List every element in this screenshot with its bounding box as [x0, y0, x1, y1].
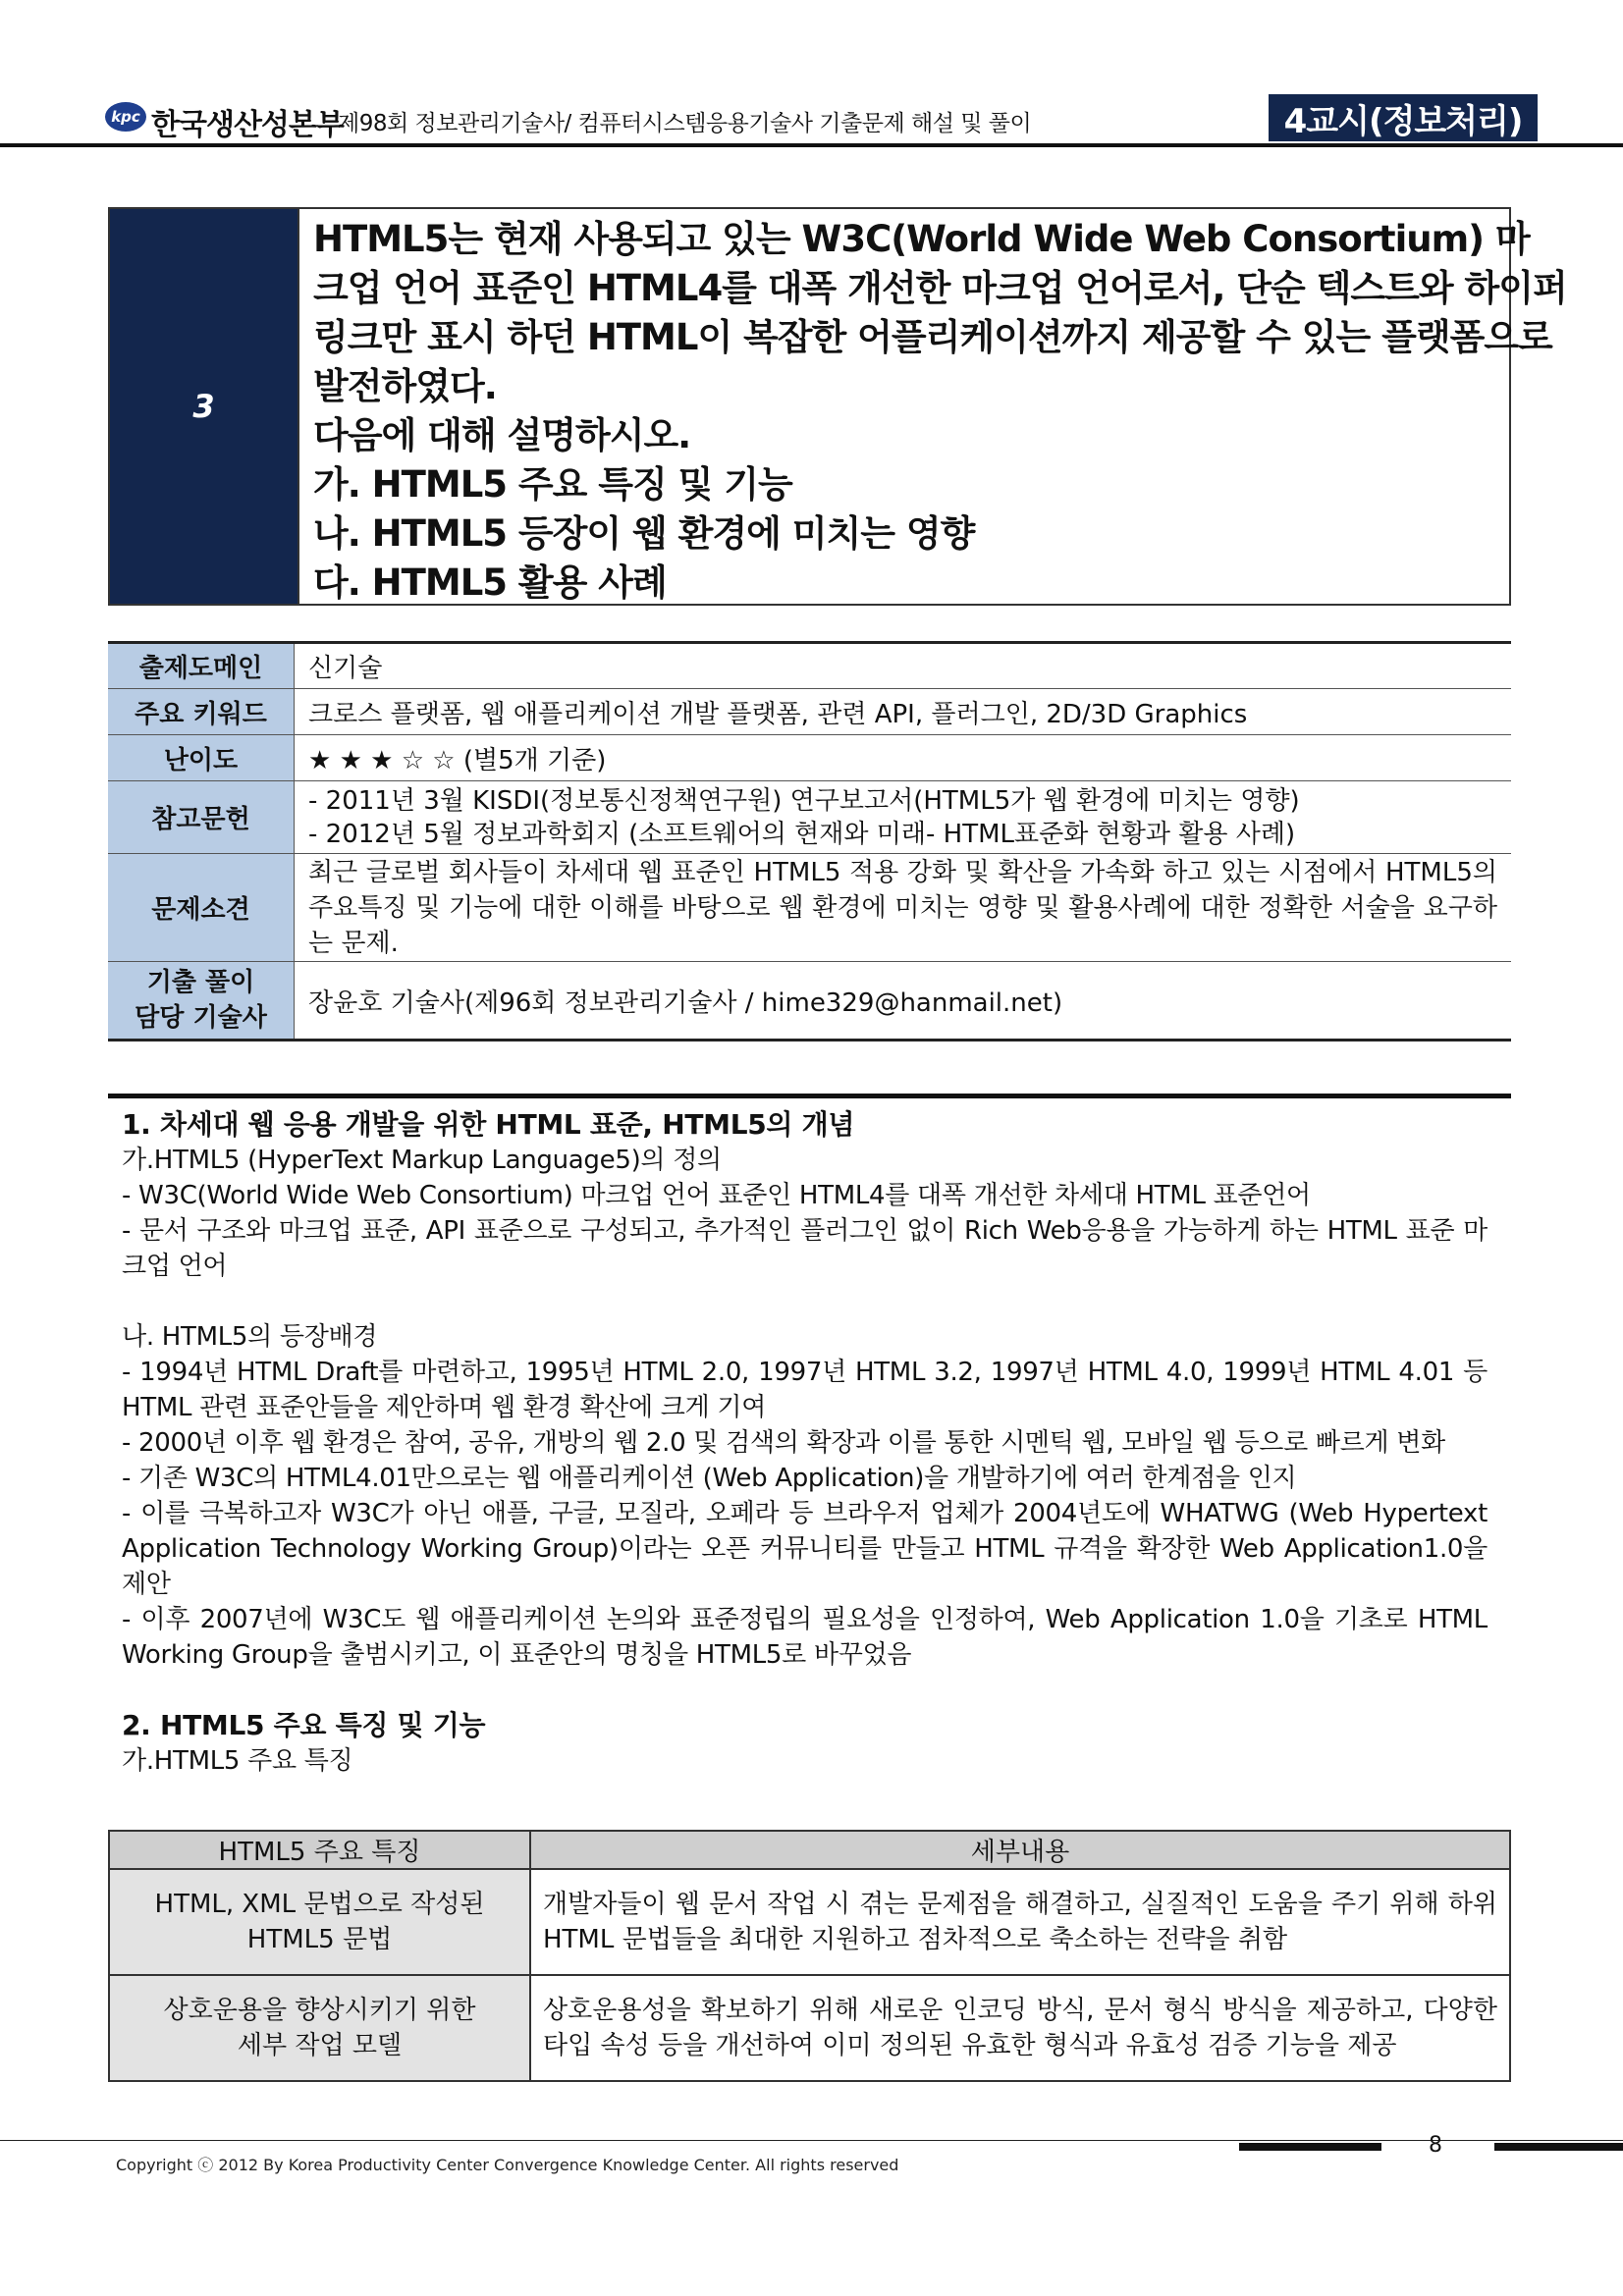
table-row [109, 1975, 1510, 2081]
opinion-label: 문제소견 [108, 854, 295, 962]
page-number: 8 [1429, 2133, 1442, 2158]
bullet-item: - 문서 구조와 마크업 표준, API 표준으로 구성되고, 추가적인 플러그인 없이 Rich Web응용을 가능하게 하는 HTML 표준 마크업 언어 [122, 1216, 1488, 1281]
author-label-line: 담당 기술사 [135, 1003, 267, 1033]
column-header-feature: HTML5 주요 특징 [109, 1831, 530, 1869]
section-1-title: 1. 차세대 웹 응용 개발을 위한 HTML 표준, HTML5의 개념 [122, 1108, 855, 1141]
answer-body [122, 1107, 1488, 1779]
footer-divider [0, 2140, 1623, 2141]
keywords-value: 크로스 플랫폼, 웹 애플리케이션 개발 플랫폼, 관련 API, 플러그인, 2D/3D Graphics [295, 689, 1512, 735]
author-value: 장윤호 기술사(제96회 정보관리기술사 / hime329@hanmail.net) [295, 962, 1512, 1041]
info-row-opinion [108, 854, 1511, 962]
question-line: 다. HTML5 활용 사례 [313, 561, 667, 604]
references-label: 참고문헌 [108, 781, 295, 854]
question-line: 나. HTML5 등장이 웹 환경에 미치는 영향 [313, 512, 975, 555]
footer-bar [1494, 2143, 1623, 2151]
section-2-title: 2. HTML5 주요 특징 및 기능 [122, 1709, 486, 1741]
feature-name-line: HTML5 문법 [246, 1925, 393, 1954]
reference-item: - 2011년 3월 KISDI(정보통신정책연구원) 연구보고서(HTML5가 웹 환경에 미치는 영향) [308, 785, 1300, 816]
difficulty-rating: ★ ★ ★ ☆ ☆ (별5개 기준) [295, 735, 1512, 781]
subsection-title: 가.HTML5 주요 특징 [122, 1746, 353, 1776]
keywords-label: 주요 키워드 [108, 689, 295, 735]
feature-name [109, 1869, 530, 1975]
session-badge: 4교시(정보처리) [1269, 94, 1538, 141]
column-header-detail: 세부내용 [530, 1831, 1510, 1869]
spacer [122, 1284, 1488, 1319]
table-header-row [109, 1831, 1510, 1869]
feature-description: 개발자들이 웹 문서 작업 시 겪는 문제점을 해결하고, 실질적인 도움을 주기 위해 하위 HTML 문법들을 최대한 지원하고 점차적으로 축소하는 전략을 취함 [530, 1869, 1510, 1975]
feature-name-line: 상호운용을 향상시키기 위한 [163, 1996, 476, 2025]
info-row-author [108, 962, 1511, 1041]
question-text [298, 209, 1581, 604]
question-number: 3 [110, 209, 298, 604]
html5-features-table [108, 1830, 1511, 2082]
domain-value: 신기술 [295, 643, 1512, 689]
references-value [295, 781, 1512, 854]
bullet-item: - 이후 2007년에 W3C도 웹 애플리케이션 논의와 표준정립의 필요성을 인정하여, Web Application 1.0을 기초로 HTML Working Group을 출범시키고, 이 표준안의 명칭을 HTML5로 바꾸었음 [122, 1605, 1488, 1670]
header-divider [0, 143, 1623, 147]
info-row-keywords [108, 689, 1511, 735]
section-divider [108, 1094, 1511, 1098]
question-line: HTML5는 현재 사용되고 있는 W3C(World Wide Web Consortium) 마 [313, 218, 1530, 260]
bullet-item: - 1994년 HTML Draft를 마련하고, 1995년 HTML 2.0, 1997년 HTML 3.2, 1997년 HTML 4.0, 1999년 HTML 4.01 등 HTML 관련 표준안들을 제안하며 웹 환경 확산에 크게 기여 [122, 1358, 1488, 1422]
logo-text: kpc [111, 108, 140, 126]
info-row-domain [108, 643, 1511, 689]
difficulty-label: 난이도 [108, 735, 295, 781]
bullet-item: - 기존 W3C의 HTML4.01만으로는 웹 애플리케이션 (Web Application)을 개발하기에 여러 한계점을 인지 [122, 1464, 1297, 1493]
reference-item: - 2012년 5월 정보과학회지 (소프트웨어의 현재와 미래- HTML표준화 현황과 활용 사례) [308, 819, 1296, 849]
bullet-item: - 2000년 이후 웹 환경은 참여, 공유, 개방의 웹 2.0 및 검색의 확장과 이를 통한 시멘틱 웹, 모바일 웹 등으로 빠르게 변화 [122, 1428, 1445, 1458]
domain-label: 출제도메인 [108, 643, 295, 689]
question-line: 크업 언어 표준인 HTML4를 대폭 개선한 마크업 언어로서, 단순 텍스트와 하이퍼 [313, 267, 1567, 309]
info-row-difficulty [108, 735, 1511, 781]
bullet-item: - W3C(World Wide Web Consortium) 마크업 언어 표준인 HTML4를 대폭 개선한 차세대 HTML 표준언어 [122, 1181, 1311, 1210]
question-line: 링크만 표시 하던 HTML이 복잡한 어플리케이션까지 제공할 수 있는 플랫폼으로 [313, 316, 1552, 358]
author-label-line: 기출 풀이 [146, 968, 255, 997]
table-row [109, 1869, 1510, 1975]
copyright-notice: Copyright ⓒ 2012 By Korea Productivity Center Convergence Knowledge Center. All rights reserved [116, 2156, 899, 2174]
opinion-value: 최근 글로벌 회사들이 차세대 웹 표준인 HTML5 적용 강화 및 확산을 가속화 하고 있는 시점에서 HTML5의 주요특징 및 기능에 대한 이해를 바탕으로 웹 환경에 미치는 영향 및 활용사례에 대한 정확한 서술을 요구하는 문제. [295, 854, 1512, 962]
kpc-logo [105, 102, 146, 132]
org-name: 한국생산성본부 [151, 108, 344, 142]
bullet-item: - 이를 극복하고자 W3C가 아닌 애플, 구글, 모질라, 오페라 등 브라우저 업체가 2004년도에 WHATWG (Web Hypertext Application Technology Working Group)이라는 오픈 커뮤니티를 만들고 HTML 규격을 확장한 Web Application1.0을 제안 [122, 1499, 1488, 1599]
page-header [0, 94, 1623, 145]
document-title: 제98회 정보관리기술사/ 컴퓨터시스템응용기술사 기출문제 해설 및 풀이 [338, 111, 1032, 136]
feature-name-line: HTML, XML 문법으로 작성된 [154, 1890, 485, 1919]
footer-bar [1239, 2143, 1381, 2151]
info-row-references [108, 781, 1511, 854]
feature-description: 상호운용성을 확보하기 위해 새로운 인코딩 방식, 문서 형식 방식을 제공하고, 다양한 타입 속성 등을 개선하여 이미 정의된 유효한 형식과 유효성 검증 기능을 제공 [530, 1975, 1510, 2081]
question-block [108, 207, 1567, 606]
question-line: 가. HTML5 주요 특징 및 기능 [313, 463, 792, 506]
question-info-table [108, 641, 1511, 1041]
question-line: 다음에 대해 설명하시오. [313, 414, 691, 456]
spacer [122, 1673, 1488, 1708]
feature-name [109, 1975, 530, 2081]
subsection-title: 가.HTML5 (HyperText Markup Language5)의 정의 [122, 1146, 722, 1175]
subsection-title: 나. HTML5의 등장배경 [122, 1322, 378, 1352]
question-line: 발전하였다. [313, 365, 497, 407]
feature-name-line: 세부 작업 모델 [237, 2031, 403, 2060]
author-label [108, 962, 295, 1041]
